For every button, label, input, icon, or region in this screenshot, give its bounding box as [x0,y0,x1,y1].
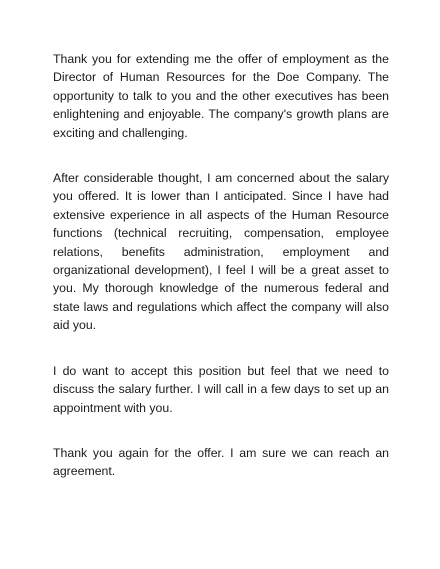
paragraph-salary-concern: After considerable thought, I am concerned about the salary you offered. It is lower than I anticipated. Since I have had extensive experience in all aspects of the Human Resource functions (technical recruiting, compensation, employee relations, benefits administration, employment and organizational development), I feel I will be a great asset to you. My thorough knowledge of the numerous federal and state laws and regulations which affect the company will also aid you. [53,171,389,333]
letter-body [53,50,389,507]
paragraph-closing: Thank you again for the offer. I am sure we can reach an agreement. [53,445,389,479]
paragraph-discuss-salary: I do want to accept this position but feel that we need to discuss the salary further. I will call in a few days to set up an appointment with you. [53,363,389,415]
paragraph-thanks-offer: Thank you for extending me the offer of employment as the Director of Human Resources for the Doe Company. The opportunity to talk to you and the other executives has been enlightening and enjoyable. The company's growth plans are exciting and challenging. [53,52,389,140]
